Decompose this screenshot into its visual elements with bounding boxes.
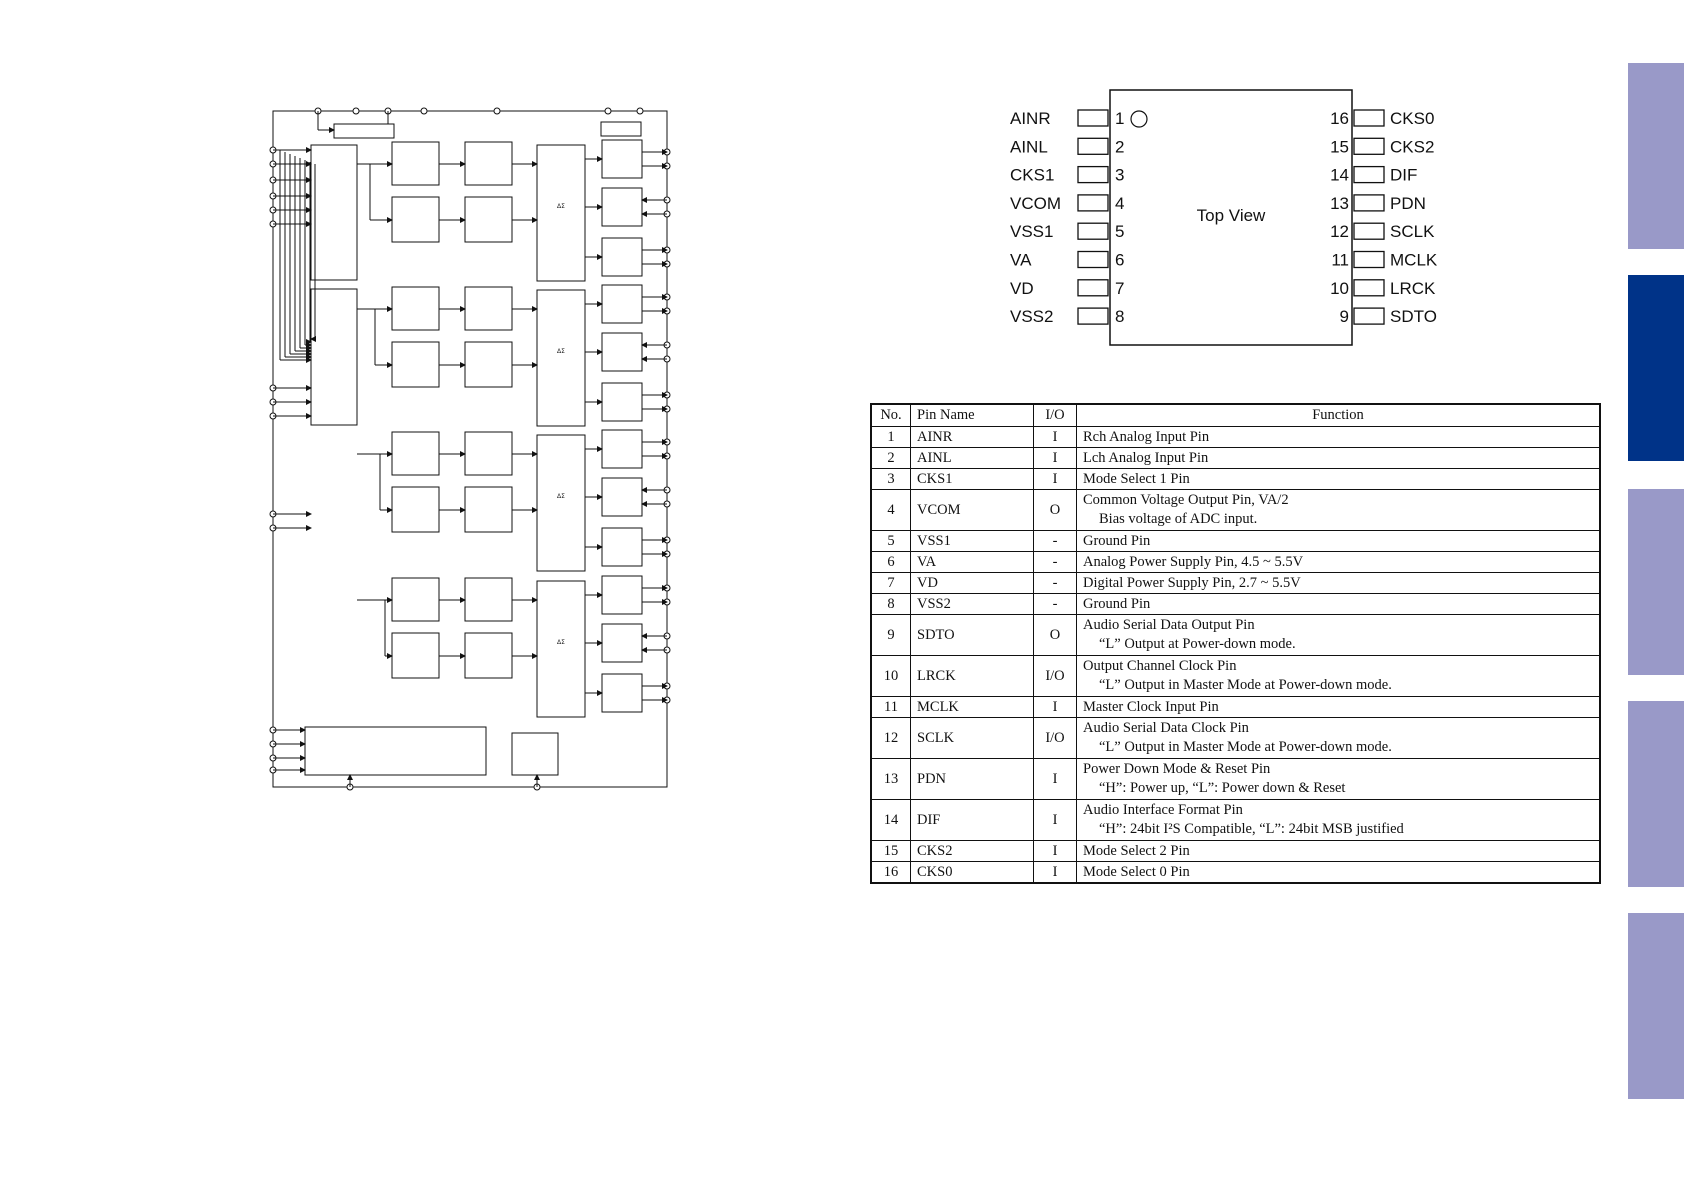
cell-name: MCLK <box>911 697 1034 718</box>
cell-no: 13 <box>871 759 911 800</box>
cell-function <box>1077 573 1601 594</box>
pin-lead <box>1078 167 1108 183</box>
pin-left <box>1010 279 1124 298</box>
function-line-1: Mode Select 2 Pin <box>1083 842 1190 859</box>
pin-number: 16 <box>1330 109 1349 128</box>
pin-right <box>1330 194 1426 213</box>
section-tab-3[interactable] <box>1628 489 1684 675</box>
pin-name: VA <box>1010 250 1032 270</box>
pin-right <box>1331 251 1438 270</box>
pin-name: SDTO <box>1390 307 1437 327</box>
function-line-1: Audio Serial Data Output Pin <box>1083 617 1255 633</box>
pin-right <box>1330 222 1435 241</box>
filter-a <box>392 197 439 242</box>
cell-io: I/O <box>1034 718 1077 759</box>
cell-function <box>1077 490 1601 531</box>
filter-a <box>392 633 439 678</box>
control-block <box>305 727 486 775</box>
function-line-2: “H”: 24bit I²S Compatible, “L”: 24bit MSB justified <box>1099 821 1404 837</box>
pin-number: 1 <box>1115 109 1125 128</box>
pin-name: CKS1 <box>1010 165 1055 185</box>
filter-b <box>465 342 512 387</box>
output-buffer <box>602 674 642 712</box>
pin-number: 5 <box>1115 222 1125 242</box>
pin-lead <box>1354 110 1384 126</box>
pin-number: 13 <box>1330 193 1349 213</box>
cell-io: - <box>1034 531 1077 552</box>
pin-left <box>1010 194 1124 213</box>
terminal <box>664 247 670 253</box>
pin-name: CKS0 <box>1390 109 1435 128</box>
cell-no: 10 <box>871 656 911 697</box>
terminal <box>534 784 540 790</box>
terminal <box>664 697 670 703</box>
pin-name: VSS2 <box>1010 307 1054 327</box>
cell-name: CKS2 <box>911 841 1034 862</box>
pin-lead <box>1078 280 1108 296</box>
function-line-1: Lch Analog Input Pin <box>1083 449 1209 466</box>
terminal <box>270 399 276 405</box>
terminal <box>494 108 500 114</box>
terminal <box>421 108 427 114</box>
terminal <box>664 599 670 605</box>
pin-number: 10 <box>1330 278 1349 298</box>
terminal <box>270 193 276 199</box>
filter-a <box>392 487 439 532</box>
output-buffer <box>602 624 642 662</box>
pin-number: 9 <box>1339 307 1349 327</box>
cell-io: - <box>1034 573 1077 594</box>
pin-lead <box>1078 195 1108 211</box>
cell-io: I <box>1034 841 1077 862</box>
pin-number: 6 <box>1115 250 1125 270</box>
function-line-2: “L” Output in Master Mode at Power-down mode. <box>1099 677 1392 693</box>
terminal <box>605 108 611 114</box>
pin-number: 4 <box>1115 193 1125 213</box>
pin-right <box>1330 109 1434 128</box>
terminal <box>664 501 670 507</box>
function-line-2: Bias voltage of ADC input. <box>1099 511 1258 527</box>
pin-left <box>1010 137 1124 156</box>
table-row <box>871 718 1600 759</box>
ic-package-body <box>1110 90 1352 345</box>
output-buffer <box>602 383 642 421</box>
cell-function <box>1077 759 1601 800</box>
header-io: I/O <box>1034 404 1077 427</box>
pin-lead <box>1078 252 1108 268</box>
pin-name: VSS1 <box>1010 222 1054 242</box>
cell-function <box>1077 594 1601 615</box>
delta-sigma-block <box>537 145 585 281</box>
terminal <box>664 342 670 348</box>
terminal <box>270 767 276 773</box>
pin-name: LRCK <box>1390 278 1436 298</box>
pin-number: 2 <box>1115 137 1125 157</box>
terminal <box>637 108 643 114</box>
stage-label: ΔΣ <box>557 639 565 646</box>
top-right-block <box>601 122 641 136</box>
pin-right <box>1330 137 1434 156</box>
cell-io: - <box>1034 594 1077 615</box>
function-line-1: Common Voltage Output Pin, VA/2 <box>1083 492 1289 508</box>
cell-no: 12 <box>871 718 911 759</box>
cell-function <box>1077 552 1601 573</box>
terminal <box>353 108 359 114</box>
pin-left <box>1010 307 1124 326</box>
table-row <box>871 594 1600 615</box>
cell-function <box>1077 427 1601 448</box>
cell-function <box>1077 469 1601 490</box>
pin-lead <box>1354 195 1384 211</box>
terminal <box>664 294 670 300</box>
output-buffer <box>602 140 642 178</box>
pin-lead <box>1078 223 1108 239</box>
pin-name: VD <box>1010 278 1034 298</box>
cell-name: AINL <box>911 448 1034 469</box>
terminal <box>664 551 670 557</box>
function-line-1: Rch Analog Input Pin <box>1083 428 1210 445</box>
table-row <box>871 862 1600 884</box>
pin-name: VCOM <box>1010 193 1061 213</box>
terminal <box>270 177 276 183</box>
pin-lead <box>1354 308 1384 324</box>
terminal <box>270 727 276 733</box>
cell-io: I <box>1034 862 1077 884</box>
cell-io: I/O <box>1034 656 1077 697</box>
cell-function <box>1077 656 1601 697</box>
function-line-1: Analog Power Supply Pin, 4.5 ~ 5.5V <box>1083 553 1304 570</box>
terminal <box>664 392 670 398</box>
cell-name: CKS0 <box>911 862 1034 884</box>
terminal <box>664 633 670 639</box>
cell-no: 6 <box>871 552 911 573</box>
pin-lead <box>1354 223 1384 239</box>
pin-left <box>1010 251 1124 270</box>
header-pin-name: Pin Name <box>911 404 1034 427</box>
pin-name: AINR <box>1010 109 1051 128</box>
cell-function <box>1077 841 1601 862</box>
filter-a <box>392 342 439 387</box>
terminal <box>664 261 670 267</box>
table-row <box>871 427 1600 448</box>
cell-name: VSS2 <box>911 594 1034 615</box>
cell-function <box>1077 862 1601 884</box>
filter-a <box>392 432 439 475</box>
header-function: Function <box>1077 404 1601 427</box>
pin-right <box>1340 307 1437 326</box>
terminal <box>664 406 670 412</box>
cell-name: VD <box>911 573 1034 594</box>
cell-io: O <box>1034 490 1077 531</box>
cell-no: 5 <box>871 531 911 552</box>
pin-lead <box>1078 308 1108 324</box>
function-line-1: Output Channel Clock Pin <box>1083 658 1237 674</box>
delta-sigma-block <box>537 435 585 571</box>
output-buffer <box>602 285 642 323</box>
filter-b <box>465 287 512 330</box>
pin-right <box>1330 279 1436 298</box>
cell-name: LRCK <box>911 656 1034 697</box>
pin-lead <box>1354 138 1384 154</box>
section-tab-2[interactable] <box>1628 275 1684 461</box>
delta-sigma-block <box>537 290 585 426</box>
function-line-1: Audio Interface Format Pin <box>1083 802 1243 818</box>
pin-left <box>1010 166 1124 185</box>
pin-left <box>1010 222 1124 241</box>
chip-boundary <box>273 111 667 787</box>
cell-name: VA <box>911 552 1034 573</box>
pin-function-table <box>870 403 1601 884</box>
cell-name: PDN <box>911 759 1034 800</box>
terminal <box>270 413 276 419</box>
pin-name: DIF <box>1390 165 1418 185</box>
cell-io: I <box>1034 427 1077 448</box>
function-line-1: Audio Serial Data Clock Pin <box>1083 720 1249 736</box>
cell-name: CKS1 <box>911 469 1034 490</box>
cell-function <box>1077 531 1601 552</box>
table-row <box>871 841 1600 862</box>
terminal <box>270 525 276 531</box>
filter-a <box>392 142 439 185</box>
pin-name: MCLK <box>1390 250 1438 270</box>
table-row <box>871 531 1600 552</box>
cell-no: 16 <box>871 862 911 884</box>
output-buffer <box>602 188 642 226</box>
pin-lead <box>1078 110 1108 126</box>
cell-name: DIF <box>911 800 1034 841</box>
pin-lead <box>1354 252 1384 268</box>
cell-name: VCOM <box>911 490 1034 531</box>
cell-io: I <box>1034 448 1077 469</box>
cell-no: 11 <box>871 697 911 718</box>
output-buffer <box>602 333 642 371</box>
function-line-2: “L” Output in Master Mode at Power-down mode. <box>1099 739 1392 755</box>
pin-lead <box>1354 167 1384 183</box>
pin-lead <box>1354 280 1384 296</box>
pin-number: 11 <box>1331 250 1349 270</box>
cell-name: SCLK <box>911 718 1034 759</box>
pin-number: 7 <box>1115 278 1125 298</box>
terminal <box>664 537 670 543</box>
cell-name: SDTO <box>911 615 1034 656</box>
terminal <box>270 147 276 153</box>
terminal <box>270 741 276 747</box>
terminal <box>664 439 670 445</box>
cell-no: 15 <box>871 841 911 862</box>
filter-b <box>465 197 512 242</box>
delta-sigma-block <box>537 581 585 717</box>
terminal <box>664 453 670 459</box>
pin-right <box>1330 166 1417 185</box>
function-line-2: “L” Output at Power-down mode. <box>1099 636 1296 652</box>
cell-no: 8 <box>871 594 911 615</box>
terminal <box>664 487 670 493</box>
terminal <box>664 356 670 362</box>
terminal <box>664 308 670 314</box>
filter-b <box>465 142 512 185</box>
pin-name: PDN <box>1390 193 1426 213</box>
terminal <box>664 163 670 169</box>
terminal <box>270 511 276 517</box>
pin-left <box>1010 109 1124 128</box>
stage-label: ΔΣ <box>557 493 565 500</box>
function-line-1: Power Down Mode & Reset Pin <box>1083 761 1271 777</box>
output-buffer <box>602 430 642 468</box>
pin-number: 3 <box>1115 165 1125 185</box>
header-no: No. <box>871 404 911 427</box>
pin1-marker <box>1131 111 1147 127</box>
table-header-row <box>871 404 1600 427</box>
table-row <box>871 615 1600 656</box>
pin-lead <box>1078 138 1108 154</box>
terminal <box>664 211 670 217</box>
stage-label: ΔΣ <box>557 203 565 210</box>
table-row <box>871 759 1600 800</box>
filter-a <box>392 287 439 330</box>
terminal <box>664 683 670 689</box>
cell-function <box>1077 448 1601 469</box>
section-tab-5[interactable] <box>1628 913 1684 1099</box>
output-buffer <box>602 576 642 614</box>
output-buffer <box>602 528 642 566</box>
cell-io: - <box>1034 552 1077 573</box>
function-line-1: Ground Pin <box>1083 595 1151 612</box>
pin-number: 14 <box>1330 165 1349 185</box>
filter-b <box>465 487 512 532</box>
table-row <box>871 469 1600 490</box>
table-row <box>871 490 1600 531</box>
terminal <box>270 755 276 761</box>
mux-block-b <box>311 289 357 425</box>
terminal <box>270 385 276 391</box>
cell-no: 2 <box>871 448 911 469</box>
cell-no: 1 <box>871 427 911 448</box>
pin-name: SCLK <box>1390 222 1435 242</box>
terminal <box>664 585 670 591</box>
output-buffer <box>602 238 642 276</box>
section-tab-4[interactable] <box>1628 701 1684 887</box>
cell-no: 9 <box>871 615 911 656</box>
pin-name: CKS2 <box>1390 137 1435 157</box>
terminal <box>315 108 321 114</box>
cell-io: I <box>1034 697 1077 718</box>
terminal <box>664 197 670 203</box>
table-row <box>871 656 1600 697</box>
terminal <box>270 221 276 227</box>
cell-no: 14 <box>871 800 911 841</box>
cell-io: I <box>1034 759 1077 800</box>
mux-block-a <box>311 145 357 280</box>
terminal <box>385 108 391 114</box>
pin-number: 8 <box>1115 307 1125 327</box>
cell-io: I <box>1034 469 1077 490</box>
function-line-1: Mode Select 1 Pin <box>1083 470 1190 487</box>
cell-io: O <box>1034 615 1077 656</box>
table-row <box>871 552 1600 573</box>
cell-name: VSS1 <box>911 531 1034 552</box>
pin-number: 15 <box>1330 137 1349 157</box>
cell-io: I <box>1034 800 1077 841</box>
output-buffer <box>602 478 642 516</box>
cell-no: 4 <box>871 490 911 531</box>
function-line-1: Mode Select 0 Pin <box>1083 863 1190 880</box>
terminal <box>270 161 276 167</box>
stage-label: ΔΣ <box>557 348 565 355</box>
terminal <box>664 149 670 155</box>
top-block <box>334 124 394 138</box>
table-row <box>871 800 1600 841</box>
terminal <box>270 207 276 213</box>
cell-function <box>1077 615 1601 656</box>
cell-no: 7 <box>871 573 911 594</box>
filter-b <box>465 432 512 475</box>
function-line-1: Ground Pin <box>1083 532 1151 549</box>
table-row <box>871 697 1600 718</box>
filter-b <box>465 633 512 678</box>
filter-a <box>392 578 439 621</box>
terminal <box>664 647 670 653</box>
pin-name: AINL <box>1010 137 1048 157</box>
cell-function <box>1077 697 1601 718</box>
terminal <box>347 784 353 790</box>
section-tab-1[interactable] <box>1628 63 1684 249</box>
function-line-2: “H”: Power up, “L”: Power down & Reset <box>1099 780 1346 796</box>
cell-function <box>1077 718 1601 759</box>
top-view-label: Top View <box>1196 206 1266 225</box>
table-row <box>871 573 1600 594</box>
cell-name: AINR <box>911 427 1034 448</box>
function-line-1: Digital Power Supply Pin, 2.7 ~ 5.5V <box>1083 574 1301 591</box>
pin-number: 12 <box>1330 222 1349 242</box>
filter-b <box>465 578 512 621</box>
clock-block <box>512 733 558 775</box>
table-row <box>871 448 1600 469</box>
cell-function <box>1077 800 1601 841</box>
function-line-1: Master Clock Input Pin <box>1083 698 1219 715</box>
cell-no: 3 <box>871 469 911 490</box>
